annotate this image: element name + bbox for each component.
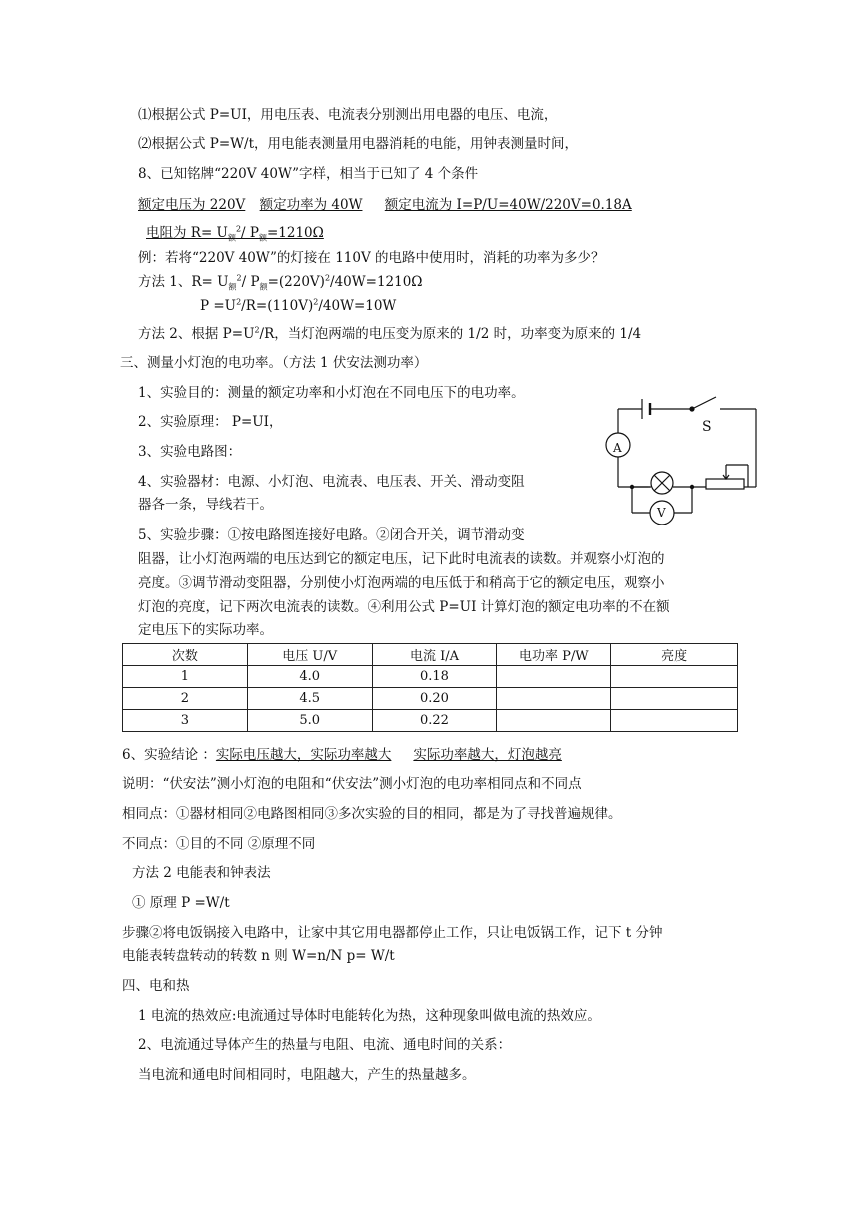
formula-part: 方法 1、R= U: [138, 274, 229, 290]
section-heading: 三、测量小灯泡的电功率。（方法 1 伏安法测功率）: [120, 355, 428, 371]
conclusion-label: 6、实验结论 ：: [122, 747, 216, 763]
table-row: [123, 688, 738, 710]
formula-sup: 2: [313, 297, 319, 307]
table-cell: [497, 688, 611, 710]
formula-part: / P: [241, 225, 259, 241]
formula-sub: 额: [227, 233, 236, 243]
rheostat-body: [706, 479, 744, 489]
table-cell: 1: [123, 666, 248, 688]
rated-voltage: 额定电压为 220V: [138, 197, 246, 213]
text-line: [138, 196, 632, 214]
conclusion-line: [122, 746, 562, 764]
table-cell: [497, 666, 611, 688]
text-line: 5、实验步骤：①按电路图连接好电路。②闭合开关，调节滑动变: [138, 527, 525, 543]
formula-sub: 额: [259, 282, 268, 292]
text-line: 说明：“伏安法”测小灯泡的电阻和“伏安法”测小灯泡的电功率相同点和不同点: [122, 776, 582, 792]
table-cell: 3: [123, 710, 248, 732]
formula-sup: 2: [254, 325, 260, 335]
text-line: 相同点：①器材相同②电路图相同③多次实验的目的相同，都是为了寻找普遍规律。: [122, 806, 622, 822]
circuit-diagram: [598, 395, 768, 525]
table-cell: 2: [123, 688, 248, 710]
table-cell: [611, 688, 738, 710]
formula-part: =(220V): [267, 274, 325, 290]
text-line: 例：若将“220V 40W”的灯接在 110V 的电路中使用时，消耗的功率为多少？: [138, 250, 605, 266]
switch-pivot: [690, 407, 694, 411]
table-cell: 5.0: [247, 710, 372, 732]
header-cell: 电流 I/A: [372, 644, 497, 666]
text-line: 灯泡的亮度，记下两次电流表的读数。④利用公式 P=UI 计算灯泡的额定电功率的不在额: [138, 599, 670, 615]
text-line: 1、实验目的：测量的额定功率和小灯泡在不同电压下的电功率。: [138, 385, 525, 401]
formula-sup: 2: [324, 273, 331, 283]
text-line: 3、实验电路图：: [138, 444, 242, 460]
formula-sup: 2: [235, 224, 242, 234]
text-line: ① 原理 P =W/t: [132, 895, 230, 911]
measurement-table: [122, 643, 738, 732]
switch-lever: [694, 397, 716, 408]
text-line: 4、实验器材：电源、小灯泡、电流表、电压表、开关、滑动变阻: [138, 474, 525, 490]
table-cell: [611, 666, 738, 688]
text-line: 亮度。③调节滑动变阻器，分别使小灯泡两端的电压低于和稍高于它的额定电压，观察小: [138, 575, 665, 591]
method1-line: [138, 273, 423, 291]
table-cell: 4.0: [247, 666, 372, 688]
conclusion-b: 实际功率越大，灯泡越亮: [413, 747, 562, 763]
conclusion-a: 实际电压越大，实际功率越大: [215, 747, 392, 763]
formula-part: P =U: [200, 298, 237, 314]
header-cell: 亮度: [611, 644, 738, 666]
method2-line: [138, 325, 641, 343]
text-line: 器各一条，导线若干。: [138, 497, 273, 513]
formula-sub: 额: [228, 282, 237, 292]
table-cell: 0.20: [372, 688, 497, 710]
text-line: 步骤②将电饭锅接入电路中，让家中其它用电器都停止工作，只让电饭锅工作，记下 t 分钟: [122, 925, 663, 941]
table-cell: 4.5: [247, 688, 372, 710]
text-line: ⑵根据公式 P=W/t，用电能表测量用电器消耗的电能，用钟表测量时间，: [138, 136, 579, 152]
formula-part: =1210Ω: [266, 225, 324, 241]
formula-sub: 额: [258, 233, 267, 243]
table-header-row: [123, 644, 738, 666]
formula-part: /40W=1210Ω: [330, 274, 423, 290]
formula-part: /R，当灯泡两端的电压变为原来的 1/2 时，功率变为原来的 1/4: [259, 326, 642, 342]
formula-sup: 2: [236, 273, 242, 283]
table-row: [123, 666, 738, 688]
table-cell: 0.22: [372, 710, 497, 732]
section-heading: 四、电和热: [122, 978, 190, 994]
rated-power: 额定功率为 40W: [259, 197, 363, 213]
resistance-formula: [146, 224, 324, 242]
table-cell: [497, 710, 611, 732]
junction-dot: [630, 485, 634, 489]
formula-part: 电阻为 R= U: [146, 225, 228, 241]
ammeter-label: A: [613, 441, 622, 455]
text-line: 电能表转盘转动的转数 n 则 W=n/N p= W/t: [122, 948, 395, 964]
text-line: 8、已知铭牌“220V 40W”字样，相当于已知了 4 个条件: [138, 166, 479, 182]
switch-label: S: [702, 419, 712, 435]
junction-dot: [690, 485, 694, 489]
formula-part: /40W=10W: [318, 298, 397, 314]
header-cell: 电功率 P/W: [497, 644, 611, 666]
formula-part: 方法 2、根据 P=U: [138, 326, 255, 342]
text-line: 2、电流通过导体产生的热量与电阻、电流、通电时间的关系：: [138, 1037, 512, 1053]
formula-part: / P: [241, 274, 260, 290]
rated-current: 额定电流为 I=P/U=40W/220V=0.18A: [384, 197, 632, 213]
text-line: 定电压下的实际功率。: [138, 622, 273, 638]
table-cell: [611, 710, 738, 732]
table-cell: 0.18: [372, 666, 497, 688]
formula-sup: 2: [236, 297, 242, 307]
text-line: 不同点：①目的不同 ②原理不同: [122, 836, 316, 852]
text-line: ⑴根据公式 P=UI，用电压表、电流表分别测出用电器的电压、电流，: [138, 107, 558, 123]
header-cell: 电压 U/V: [247, 644, 372, 666]
text-line: 1 电流的热效应:电流通过导体时电能转化为热，这种现象叫做电流的热效应。: [138, 1008, 601, 1024]
table-row: [123, 710, 738, 732]
text-line: 当电流和通电时间相同时，电阻越大，产生的热量越多。: [138, 1067, 476, 1083]
text-line: 方法 2 电能表和钟表法: [132, 865, 271, 881]
text-line: 2、实验原理： P=UI，: [138, 414, 283, 430]
header-cell: 次数: [123, 644, 248, 666]
voltmeter-label: V: [657, 506, 666, 520]
formula-part: /R=(110V): [241, 298, 314, 314]
power-formula: [200, 297, 396, 315]
text-line: 阻器，让小灯泡两端的电压达到它的额定电压，记下此时电流表的读数。并观察小灯泡的: [138, 551, 665, 567]
